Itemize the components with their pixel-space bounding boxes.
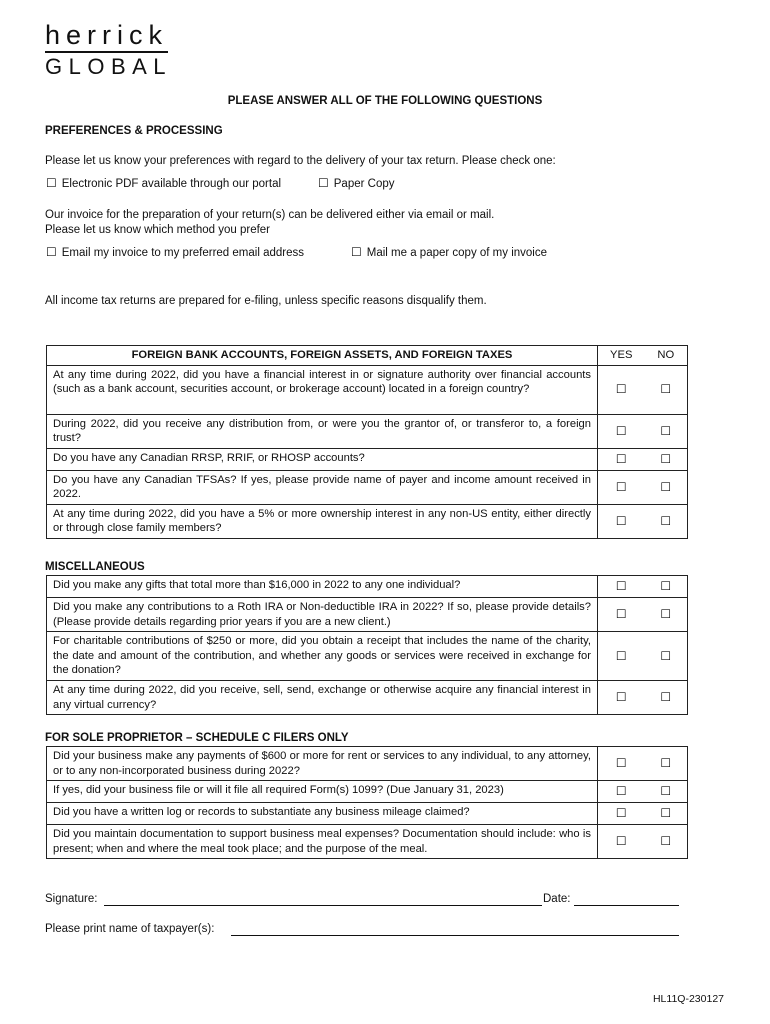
form-code: HL11Q-230127	[652, 993, 724, 1005]
checkbox-paper[interactable]: ☐	[318, 176, 329, 190]
yes-checkbox[interactable]: ☐	[598, 747, 645, 781]
no-checkbox[interactable]: ☐	[645, 470, 688, 504]
delivery-option-paper[interactable]	[318, 176, 395, 190]
question-text: Do you have any Canadian RRSP, RRIF, or RHOSP accounts?	[47, 448, 598, 470]
no-checkbox[interactable]: ☐	[645, 825, 688, 859]
logo-divider	[45, 51, 168, 53]
table-row	[47, 414, 688, 448]
no-checkbox[interactable]: ☐	[645, 414, 688, 448]
no-checkbox[interactable]: ☐	[645, 504, 688, 538]
yes-checkbox[interactable]: ☐	[598, 632, 645, 681]
table-row	[47, 598, 688, 632]
efile-note: All income tax returns are prepared for e-filing, unless specific reasons disqualify them.	[45, 295, 487, 307]
invoice-option-email[interactable]	[46, 245, 304, 259]
schedule-c-table	[46, 746, 688, 859]
logo-line1: herrick	[45, 20, 169, 50]
yes-checkbox[interactable]: ☐	[598, 781, 645, 803]
delivery-option-pdf[interactable]	[46, 176, 281, 190]
yes-checkbox[interactable]: ☐	[598, 576, 645, 598]
logo-line2: GLOBAL	[45, 53, 173, 79]
table-row	[47, 470, 688, 504]
table-row	[47, 747, 688, 781]
yes-checkbox[interactable]: ☐	[598, 365, 645, 414]
invoice-prompt-1: Our invoice for the preparation of your return(s) can be delivered either via email or mail.	[45, 209, 495, 221]
delivery-option-pdf-label: Electronic PDF available through our portal	[61, 178, 282, 190]
table-row	[47, 632, 688, 681]
delivery-prompt: Please let us know your preferences with regard to the delivery of your tax return. Please check one:	[45, 155, 556, 167]
question-text: Did you make any contributions to a Roth IRA or Non-deductible IRA in 2022? If so, please provide details? (Please provide details regarding prior years if you are a new client.)	[47, 598, 598, 632]
no-checkbox[interactable]: ☐	[645, 365, 688, 414]
question-text: Do you have any Canadian TFSAs? If yes, please provide name of payer and income amount received in 2022.	[47, 470, 598, 504]
print-name-label: Please print name of taxpayer(s):	[45, 923, 215, 935]
table-row	[47, 365, 688, 414]
yes-checkbox[interactable]: ☐	[598, 803, 645, 825]
delivery-option-paper-label: Paper Copy	[333, 178, 395, 190]
foreign-table-header	[47, 346, 688, 366]
date-label: Date:	[543, 893, 571, 905]
table-row	[47, 681, 688, 715]
misc-table	[46, 575, 688, 715]
no-checkbox[interactable]: ☐	[645, 681, 688, 715]
yes-checkbox[interactable]: ☐	[598, 598, 645, 632]
question-text: Did you make any gifts that total more than $16,000 in 2022 to any one individual?	[47, 576, 598, 598]
no-checkbox[interactable]: ☐	[645, 576, 688, 598]
yes-header: YES	[598, 346, 645, 366]
foreign-accounts-table	[46, 345, 688, 539]
question-text: During 2022, did you receive any distribution from, or were you the grantor of, or transferor to, a foreign trust?	[47, 414, 598, 448]
foreign-heading: FOREIGN BANK ACCOUNTS, FOREIGN ASSETS, AND FOREIGN TAXES	[47, 346, 598, 366]
herrick-global-logo	[45, 20, 172, 79]
table-row	[47, 825, 688, 859]
question-text: Did you maintain documentation to support business meal expenses? Documentation should include: who is present; when and where the meal took place; and the purpose of the meal.	[47, 825, 598, 859]
question-text: At any time during 2022, did you have a 5% or more ownership interest in any non-US entity, either directly or through close family members?	[47, 504, 598, 538]
question-text: For charitable contributions of $250 or more, did you obtain a receipt that includes the name of the charity, the date and amount of the contribution, and whether any goods or services were received in exchange for the donation?	[47, 632, 598, 681]
table-row	[47, 781, 688, 803]
checkbox-pdf[interactable]: ☐	[46, 176, 57, 190]
yes-checkbox[interactable]: ☐	[598, 681, 645, 715]
date-field[interactable]	[574, 905, 679, 906]
question-text: At any time during 2022, did you receive, sell, send, exchange or otherwise acquire any financial interest in any virtual currency?	[47, 681, 598, 715]
yes-checkbox[interactable]: ☐	[598, 448, 645, 470]
table-row	[47, 803, 688, 825]
no-checkbox[interactable]: ☐	[645, 448, 688, 470]
print-name-field[interactable]	[231, 935, 679, 936]
table-row	[47, 576, 688, 598]
no-checkbox[interactable]: ☐	[645, 781, 688, 803]
no-checkbox[interactable]: ☐	[645, 747, 688, 781]
invoice-option-mail[interactable]	[351, 245, 547, 259]
no-checkbox[interactable]: ☐	[645, 632, 688, 681]
checkbox-email[interactable]: ☐	[46, 245, 57, 259]
question-text: If yes, did your business file or will it file all required Form(s) 1099? (Due January 31, 2023)	[47, 781, 598, 803]
yes-checkbox[interactable]: ☐	[598, 825, 645, 859]
yes-checkbox[interactable]: ☐	[598, 414, 645, 448]
no-checkbox[interactable]: ☐	[645, 598, 688, 632]
checkbox-mail[interactable]: ☐	[351, 245, 362, 259]
schedule-c-heading: FOR SOLE PROPRIETOR – SCHEDULE C FILERS ONLY	[45, 732, 349, 744]
page-title: PLEASE ANSWER ALL OF THE FOLLOWING QUESTIONS	[227, 95, 543, 107]
yes-checkbox[interactable]: ☐	[598, 504, 645, 538]
invoice-option-email-label: Email my invoice to my preferred email address	[61, 247, 304, 259]
signature-label: Signature:	[45, 893, 98, 905]
misc-heading: MISCELLANEOUS	[45, 561, 145, 573]
table-row	[47, 448, 688, 470]
question-text: Did you have a written log or records to substantiate any business mileage claimed?	[47, 803, 598, 825]
question-text: Did your business make any payments of $600 or more for rent or services to any individual, to any attorney, or to any non-incorporated business during 2022?	[47, 747, 598, 781]
invoice-option-mail-label: Mail me a paper copy of my invoice	[366, 247, 548, 259]
question-text: At any time during 2022, did you have a financial interest in or signature authority over financial accounts (such as a bank account, securities account, or brokerage account) located in a foreign country?	[47, 365, 598, 414]
yes-checkbox[interactable]: ☐	[598, 470, 645, 504]
preferences-heading: PREFERENCES & PROCESSING	[45, 125, 223, 137]
no-header: NO	[645, 346, 688, 366]
signature-field[interactable]	[104, 905, 542, 906]
no-checkbox[interactable]: ☐	[645, 803, 688, 825]
invoice-prompt-2: Please let us know which method you prefer	[45, 224, 271, 236]
table-row	[47, 504, 688, 538]
